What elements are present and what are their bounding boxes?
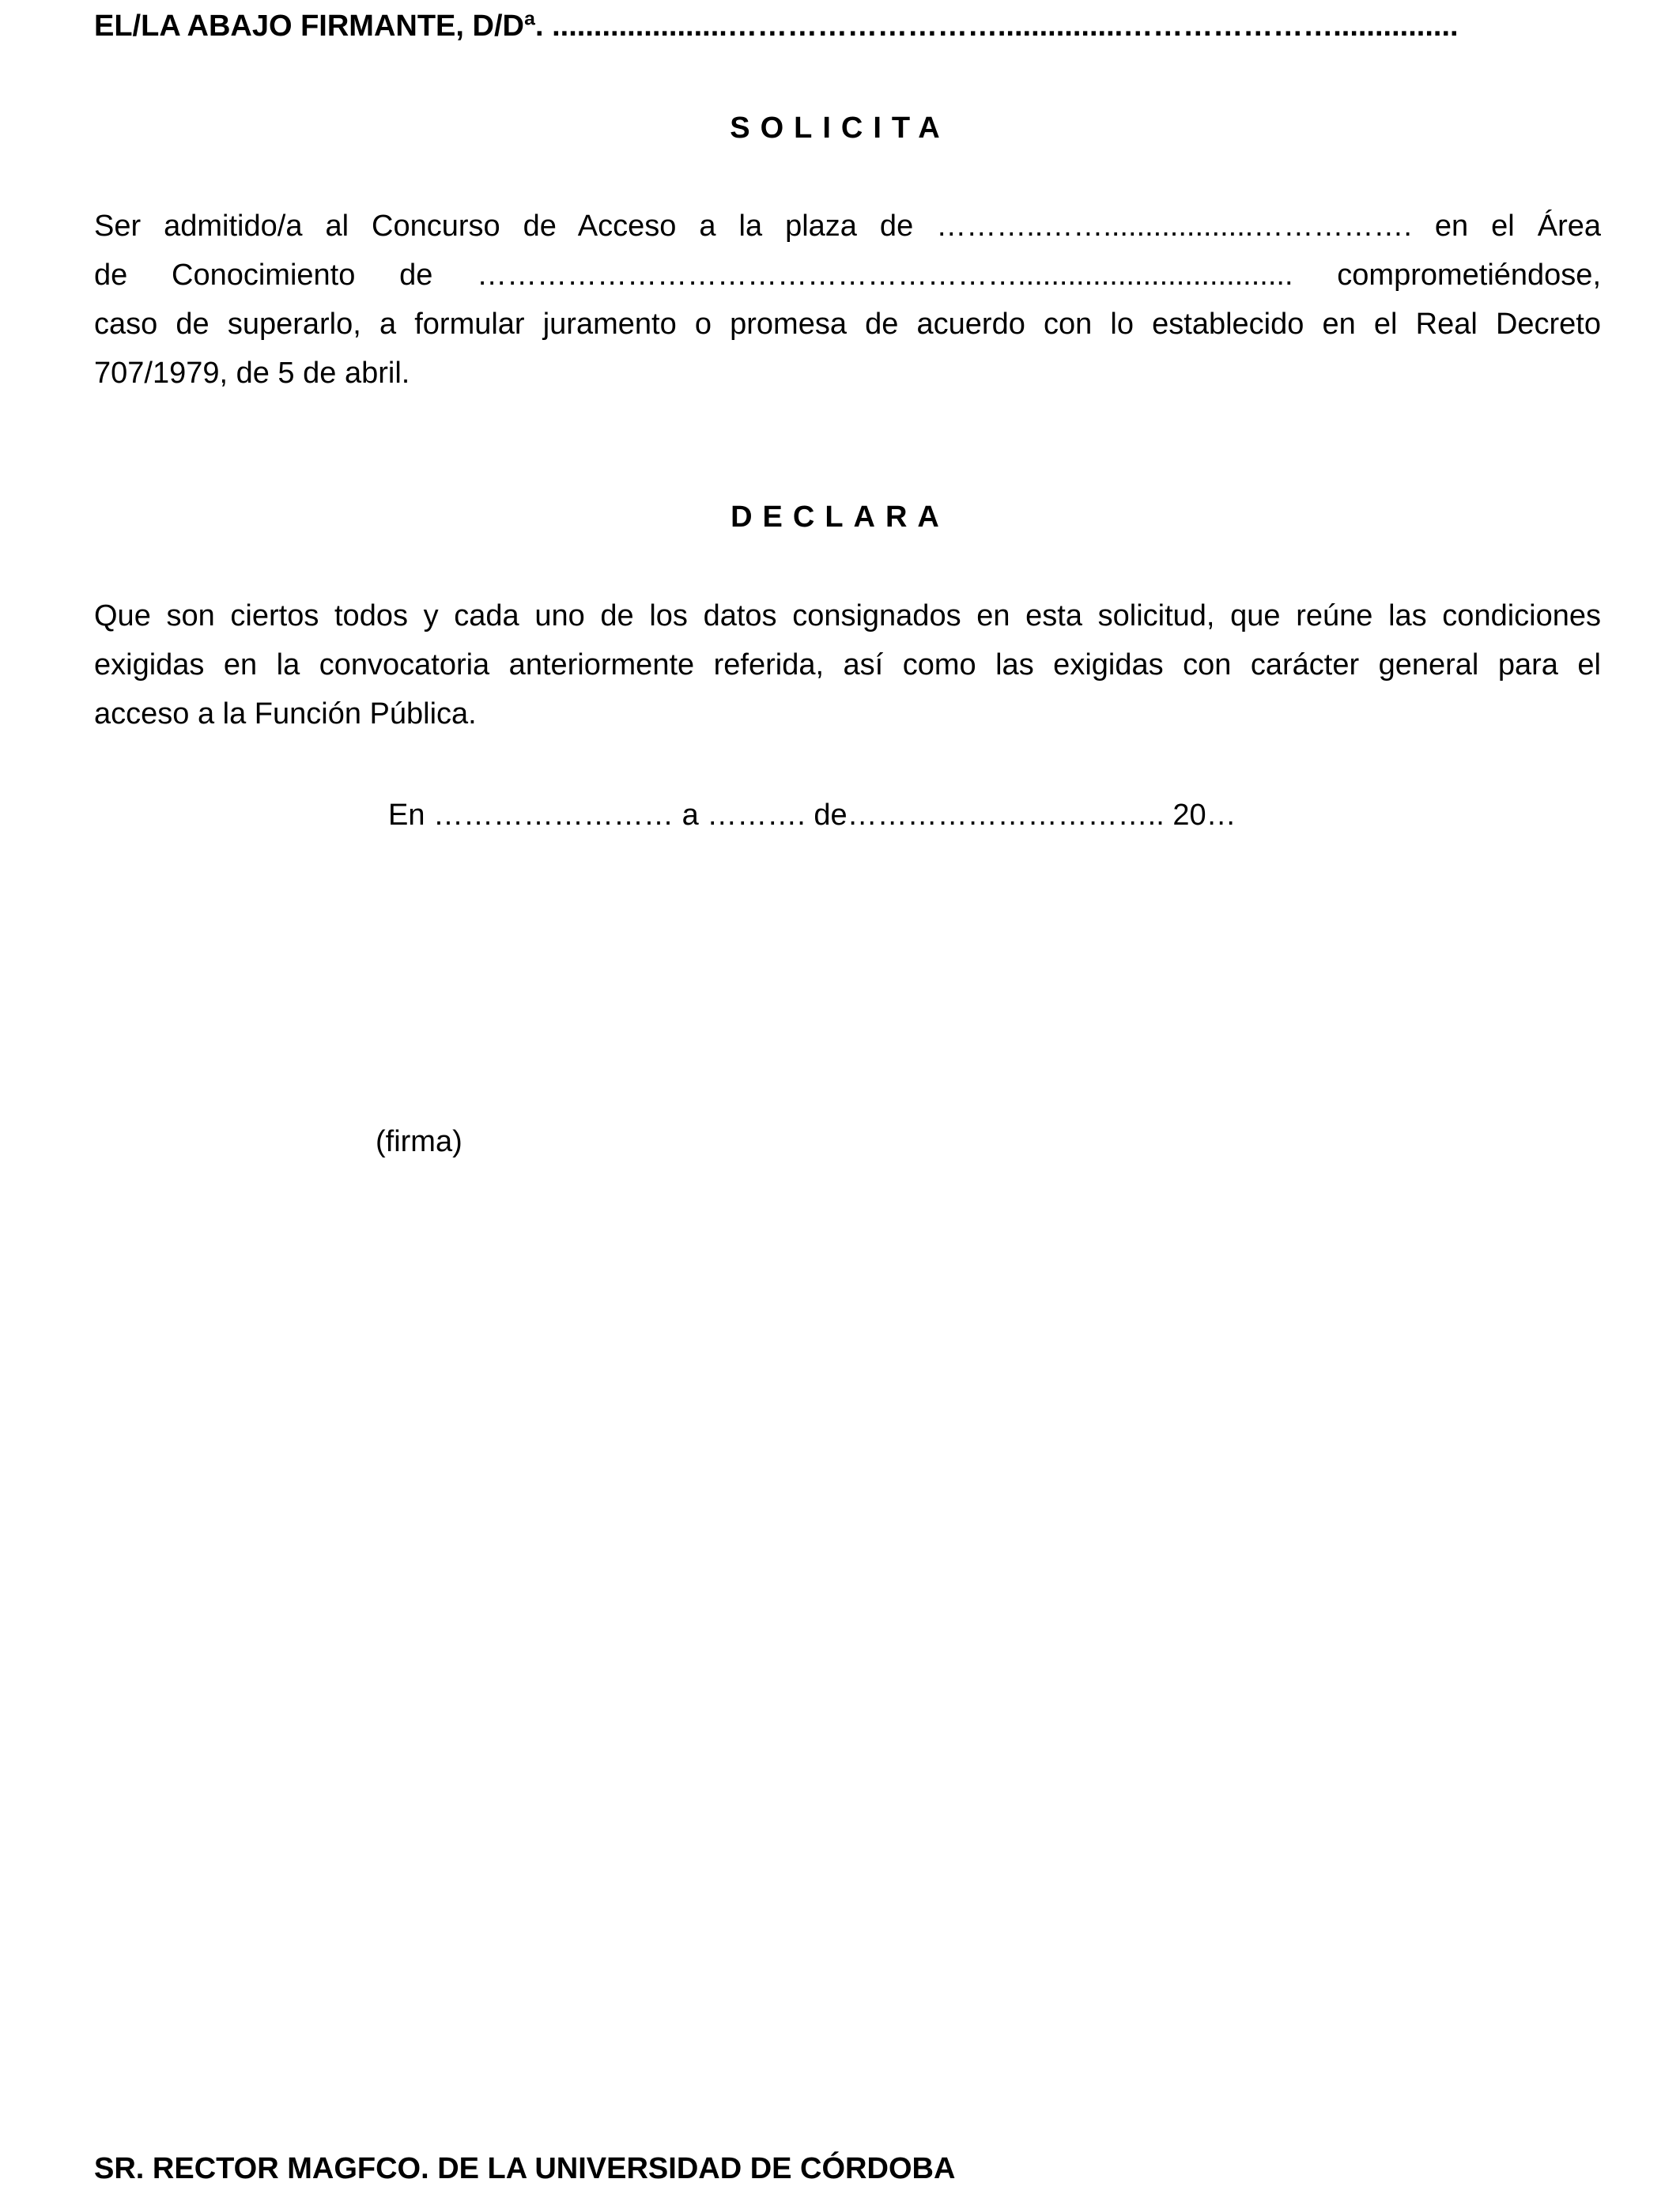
declara-line: acceso a la Función Pública. xyxy=(94,697,477,731)
declara-line: exigidas en la convocatoria anteriormente referida, así como las exigidas con carácter general para el xyxy=(94,648,1601,682)
solicita-line: Ser admitido/a al Concurso de Acceso a la plaza de ………..……..................……………. en el Área xyxy=(94,210,1601,243)
signature-label: (firma) xyxy=(376,1125,462,1158)
declara-heading: DECLARA xyxy=(731,500,949,534)
solicita-line: 707/1979, de 5 de abril. xyxy=(94,357,410,390)
applicant-name-line: EL/LA ABAJO FIRMANTE, D/Dª. .....................………………………...............…………………............... xyxy=(94,9,1459,43)
solicita-line: caso de superarlo, a formular juramento o promesa de acuerdo con lo establecido en el Real Decreto xyxy=(94,308,1601,341)
declara-line: Que son ciertos todos y cada uno de los datos consignados en esta solicitud, que reúne las condiciones xyxy=(94,599,1601,633)
place-date-line: En …………………… a ………. de………………………….. 20… xyxy=(388,799,1236,832)
solicita-line: de Conocimiento de ………………………………………………................................. comprometiéndose, xyxy=(94,259,1601,292)
solicita-paragraph xyxy=(94,202,1601,398)
solicita-heading: SOLICITA xyxy=(730,111,950,145)
addressee-line: SR. RECTOR MAGFCO. DE LA UNIVERSIDAD DE CÓRDOBA xyxy=(94,2152,956,2185)
declara-paragraph xyxy=(94,591,1601,738)
